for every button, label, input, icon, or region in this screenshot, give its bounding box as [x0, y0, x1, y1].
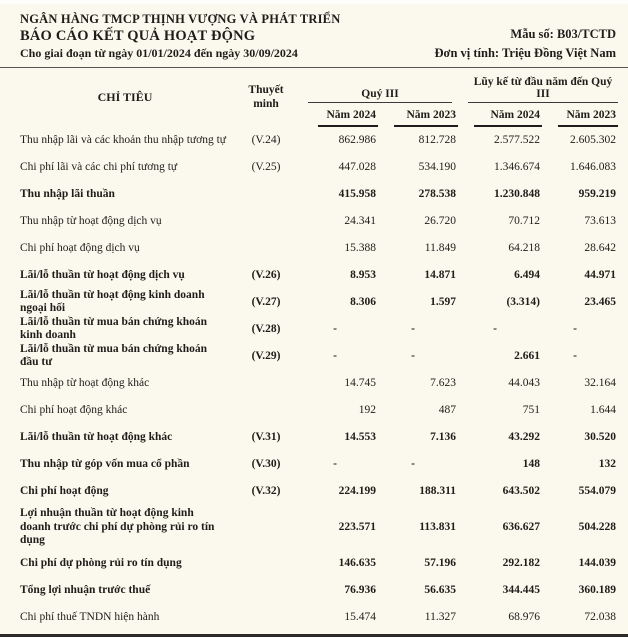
cell-ytd-2023: 554.079 — [578, 485, 617, 498]
column-header-criteria: CHỈ TIÊU — [97, 89, 153, 104]
cell-ytd-2023: 2.605.302 — [570, 134, 617, 147]
row-note: (V.27) — [251, 296, 281, 309]
column-header-note-text: Thuyết minh — [248, 83, 284, 111]
cell-q3-2024: 15.474 — [344, 611, 376, 624]
cell-ytd-2024: 43.292 — [508, 431, 540, 444]
cell-ytd-2023: 504.228 — [578, 521, 617, 534]
cell-q3-2024: 447.028 — [338, 161, 376, 174]
cell-ytd-2023: 360.189 — [578, 584, 617, 597]
row-label: Chi phí hoạt động — [20, 484, 109, 497]
cell-ytd-2023: 23.465 — [584, 296, 617, 309]
table-row — [20, 208, 618, 235]
table-header — [20, 68, 618, 127]
cell-q3-2023: 57.196 — [424, 557, 456, 570]
row-label: Lãi/lỗ thuần từ hoạt động dịch vụ — [20, 268, 185, 281]
cell-ytd-2023: 1.644 — [590, 404, 617, 417]
row-label: Tổng lợi nhuận trước thuế — [20, 583, 151, 596]
cell-ytd-2023: 959.219 — [578, 188, 617, 201]
row-note: (V.25) — [251, 161, 281, 174]
cell-ytd-2024: - — [493, 323, 497, 336]
row-label: Lãi/lỗ thuần từ mua bán chứng khoán kinh doanh — [20, 315, 208, 342]
report-title: BÁO CÁO KẾT QUẢ HOẠT ĐỘNG — [20, 28, 256, 45]
row-label: Thu nhập từ hoạt động dịch vụ — [20, 214, 162, 227]
cell-ytd-2024: 636.627 — [502, 521, 540, 534]
income-statement-table-wrap — [0, 68, 628, 631]
cell-ytd-2024: 68.976 — [508, 611, 540, 624]
table-row — [20, 604, 618, 631]
table-row — [20, 424, 618, 451]
table-row — [20, 181, 618, 208]
row-note — [230, 397, 302, 424]
cell-ytd-2024: 292.182 — [502, 557, 540, 570]
document-header-right — [435, 25, 616, 61]
cell-ytd-2023: 144.039 — [578, 557, 617, 570]
cell-ytd-2024: 148 — [522, 458, 540, 471]
cell-q3-2024: 15.388 — [344, 242, 376, 255]
column-group-ytd — [458, 68, 618, 103]
row-note — [230, 550, 302, 577]
form-number: Mẫu số: B03/TCTD — [510, 27, 616, 42]
row-label: Lợi nhuận thuần từ hoạt động kinh doanh trước chi phí dự phòng rủi ro tín dụng — [20, 507, 215, 546]
column-group-quarter3 — [302, 68, 458, 103]
row-note: (V.26) — [251, 269, 281, 282]
row-note — [230, 604, 302, 631]
row-note — [230, 577, 302, 604]
table-row — [20, 127, 618, 154]
cell-ytd-2024: 6.494 — [514, 269, 540, 282]
column-header-ytd-2024 — [458, 103, 542, 127]
cell-ytd-2023: 1.646.083 — [570, 161, 617, 174]
cell-q3-2023: 7.623 — [430, 377, 456, 390]
document-header — [0, 4, 628, 68]
cell-q3-2023: 113.831 — [419, 521, 456, 534]
table-row — [20, 577, 618, 604]
cell-ytd-2023: 32.164 — [584, 377, 617, 390]
cell-q3-2023: 487 — [438, 404, 456, 417]
cell-q3-2023: 56.635 — [424, 584, 456, 597]
cell-q3-2023: 534.190 — [418, 161, 456, 174]
row-label: Chi phí thuế TNDN hiện hành — [20, 610, 160, 623]
cell-ytd-2023: - — [573, 350, 577, 363]
row-note — [230, 208, 302, 235]
cell-q3-2024: 415.958 — [338, 188, 376, 201]
table-row — [20, 289, 618, 316]
row-note: (V.28) — [251, 323, 281, 336]
cell-q3-2023: 14.871 — [424, 269, 456, 282]
cell-q3-2023: 26.720 — [424, 215, 456, 228]
row-label: Thu nhập lãi thuần — [20, 187, 115, 200]
cell-ytd-2024: 751 — [522, 404, 540, 417]
cell-q3-2024: 24.341 — [344, 215, 376, 228]
row-note: (V.31) — [251, 431, 281, 444]
cell-q3-2024: 223.571 — [338, 521, 376, 534]
row-label: Thu nhập từ hoạt động khác — [20, 376, 150, 389]
cell-q3-2023: - — [411, 350, 415, 363]
cell-ytd-2023: 28.642 — [584, 242, 617, 255]
column-group-quarter3-label: Quý III — [308, 80, 452, 103]
table-row — [20, 478, 618, 505]
table-bottom-rule — [0, 634, 628, 637]
table-row — [20, 505, 618, 550]
report-period: Cho giai đoạn từ ngày 01/01/2024 đến ngày 30/09/2024 — [20, 46, 298, 61]
cell-q3-2023: 11.849 — [424, 242, 456, 255]
bank-name: NGÂN HÀNG TMCP THỊNH VƯỢNG VÀ PHÁT TRIỂN — [20, 12, 341, 26]
cell-ytd-2024: 1.346.674 — [494, 161, 540, 174]
table-body — [20, 127, 618, 631]
cell-q3-2023: 7.136 — [430, 431, 456, 444]
cell-ytd-2024: 44.043 — [508, 377, 540, 390]
cell-q3-2024: 192 — [358, 404, 376, 417]
row-label: Chi phí hoạt động khác — [20, 403, 128, 416]
cell-q3-2024: 8.953 — [350, 269, 376, 282]
cell-ytd-2023: 73.613 — [584, 215, 617, 228]
cell-ytd-2024: 70.712 — [508, 215, 540, 228]
cell-q3-2024: 8.306 — [350, 296, 376, 309]
row-label: Lãi/lỗ thuần từ mua bán chứng khoán đầu tư — [20, 342, 208, 369]
cell-ytd-2024: (3.314) — [506, 296, 540, 309]
cell-ytd-2023: 72.038 — [584, 611, 617, 624]
table-row — [20, 397, 618, 424]
cell-q3-2024: 146.635 — [338, 557, 376, 570]
income-statement-table — [20, 68, 618, 631]
cell-q3-2023: - — [411, 458, 415, 471]
cell-ytd-2023: 132 — [598, 458, 617, 471]
cell-q3-2024: 862.986 — [338, 134, 376, 147]
cell-ytd-2024: 2.661 — [514, 350, 540, 363]
column-header-ytd-2024-text: Năm 2024 — [474, 103, 542, 127]
cell-q3-2023: 278.538 — [418, 188, 456, 201]
cell-q3-2024: - — [333, 458, 337, 471]
cell-ytd-2024: 643.502 — [502, 485, 540, 498]
row-note: (V.29) — [251, 350, 281, 363]
cell-q3-2024: - — [333, 323, 337, 336]
cell-ytd-2024: 344.445 — [502, 584, 540, 597]
cell-q3-2023: - — [411, 323, 415, 336]
row-note: (V.32) — [251, 485, 281, 498]
column-header-q3-2024 — [302, 103, 378, 127]
cell-q3-2024: 224.199 — [338, 485, 376, 498]
cell-ytd-2024: 1.230.848 — [494, 188, 540, 201]
row-label: Lãi/lỗ thuần từ hoạt động khác — [20, 430, 173, 443]
cell-q3-2023: 1.597 — [430, 296, 456, 309]
row-note: (V.24) — [251, 134, 281, 147]
row-label: Chi phí dự phòng rủi ro tín dụng — [20, 556, 182, 569]
cell-q3-2024: 76.936 — [344, 584, 376, 597]
cell-ytd-2023: 30.520 — [584, 431, 617, 444]
table-row — [20, 154, 618, 181]
column-header-note — [230, 68, 302, 127]
table-row — [20, 370, 618, 397]
cell-q3-2023: 812.728 — [418, 134, 456, 147]
column-header-q3-2024-text: Năm 2024 — [318, 103, 378, 127]
row-label: Lãi/lỗ thuần từ hoạt động kinh doanh ngoại hối — [20, 288, 205, 315]
document-header-left — [20, 11, 340, 62]
row-label: Chi phí lãi và các chi phí tương tự — [20, 160, 178, 173]
cell-ytd-2024: 2.577.522 — [494, 134, 540, 147]
cell-q3-2023: 11.327 — [424, 611, 456, 624]
row-label: Thu nhập lãi và các khoản thu nhập tương tự — [20, 133, 227, 146]
column-group-ytd-label: Lũy kế từ đầu năm đến Quý III — [468, 68, 618, 103]
column-header-q3-2023-text: Năm 2023 — [394, 103, 458, 127]
column-header-ytd-2023-text: Năm 2023 — [558, 103, 618, 127]
row-label: Chi phí hoạt động dịch vụ — [20, 241, 140, 254]
row-note — [230, 181, 302, 208]
row-note — [230, 235, 302, 262]
table-row — [20, 262, 618, 289]
cell-ytd-2023: - — [573, 323, 577, 336]
row-note — [230, 370, 302, 397]
cell-ytd-2023: 44.971 — [584, 269, 617, 282]
table-row — [20, 451, 618, 478]
row-label: Thu nhập từ góp vốn mua cổ phần — [20, 457, 190, 470]
column-header-q3-2023 — [378, 103, 458, 127]
table-row — [20, 550, 618, 577]
cell-ytd-2024: 64.218 — [508, 242, 540, 255]
cell-q3-2024: 14.745 — [344, 377, 376, 390]
cell-q3-2024: 14.553 — [344, 431, 376, 444]
table-row — [20, 343, 618, 370]
currency-unit: Đơn vị tính: Triệu Đồng Việt Nam — [434, 45, 616, 60]
row-note — [230, 505, 302, 550]
column-header-ytd-2023 — [542, 103, 618, 127]
table-row — [20, 235, 618, 262]
cell-q3-2024: - — [333, 350, 337, 363]
table-row — [20, 316, 618, 343]
cell-q3-2023: 188.311 — [419, 485, 456, 498]
row-note: (V.30) — [251, 458, 281, 471]
